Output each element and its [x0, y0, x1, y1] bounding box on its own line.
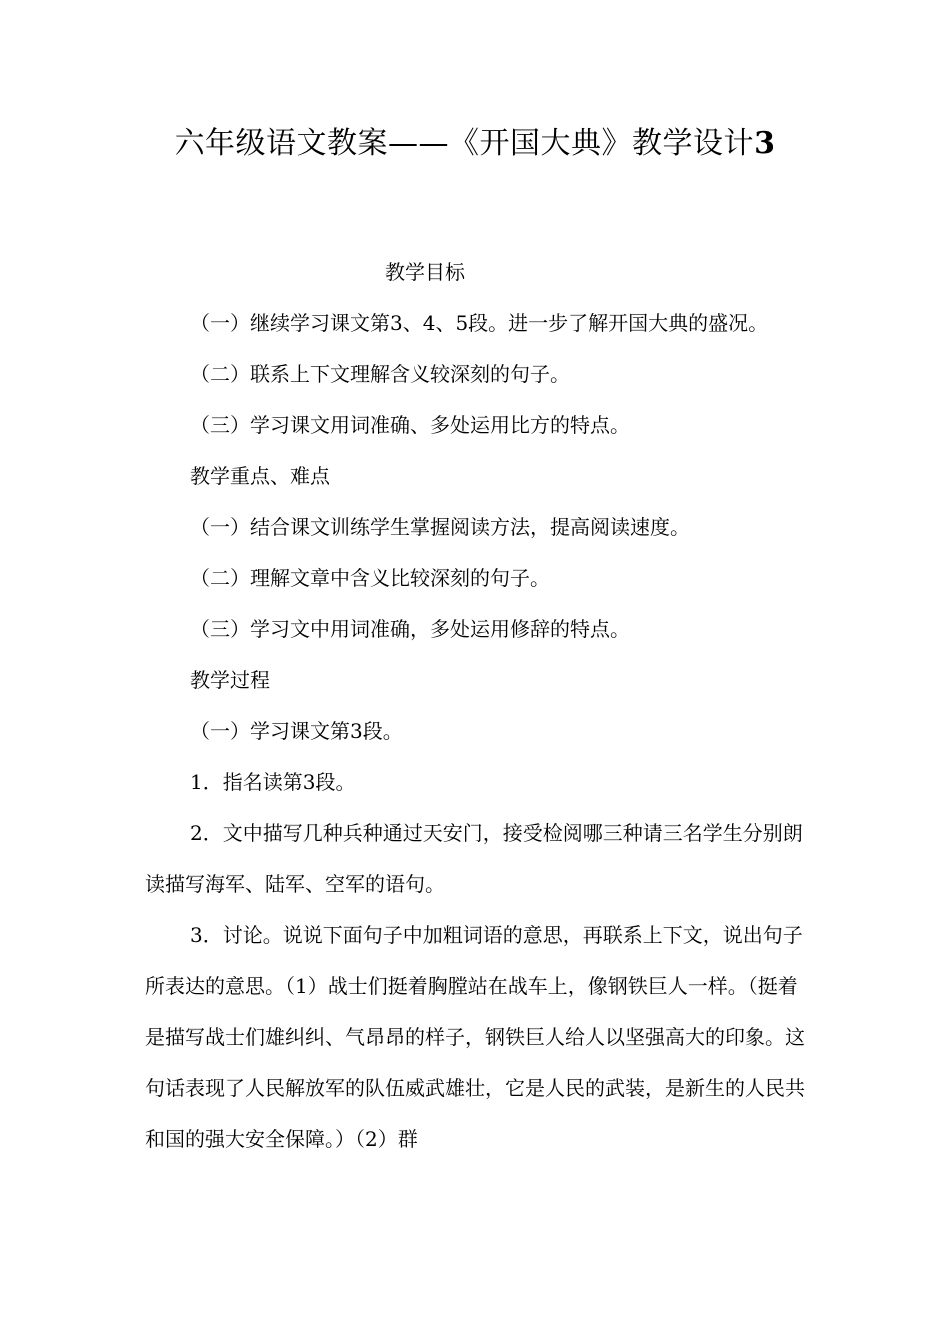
process-item: 2．文中描写几种兵种通过天安门，接受检阅哪三种请三名学生分别朗读描写海军、陆军、空军的语句。: [145, 821, 803, 896]
key-point-item: （一）结合课文训练学生掌握阅读方法，提高阅读速度。: [190, 515, 690, 539]
title-text: 六年级语文教案——《开国大典》教学设计: [174, 126, 755, 161]
heading-key-points: 教学重点、难点: [190, 464, 330, 488]
process-item: （一）学习课文第3段。: [190, 719, 403, 743]
goal-item: （二）联系上下文理解含义较深刻的句子。: [190, 362, 570, 386]
key-point-item: （二）理解文章中含义比较深刻的句子。: [190, 566, 550, 590]
goal-item: （一）继续学习课文第3、4、5段。进一步了解开国大典的盛况。: [190, 311, 769, 335]
heading-teaching-process: 教学过程: [190, 668, 270, 692]
process-item: 1．指名读第3段。: [190, 770, 356, 794]
document-body: [145, 247, 805, 1165]
heading-teaching-goals: 教学目标: [385, 260, 465, 284]
process-item: 3．讨论。说说下面句子中加粗词语的意思，再联系上下文，说出句子所表达的意思。（1）战士们挺着胸膛站在战车上，像钢铁巨人一样。（挺着是描写战士们雄纠纠、气昂昂的样子，钢铁巨人给人以坚强高大的印象。这句话表现了人民解放军的队伍威武雄壮，它是人民的武装，是新生的人民共和国的强大安全保障。）（2）群: [145, 923, 805, 1151]
key-point-item: （三）学习文中用词准确，多处运用修辞的特点。: [190, 617, 630, 641]
goal-item: （三）学习课文用词准确、多处运用比方的特点。: [190, 413, 630, 437]
document-title: [0, 122, 950, 166]
title-number: 3: [754, 126, 776, 161]
